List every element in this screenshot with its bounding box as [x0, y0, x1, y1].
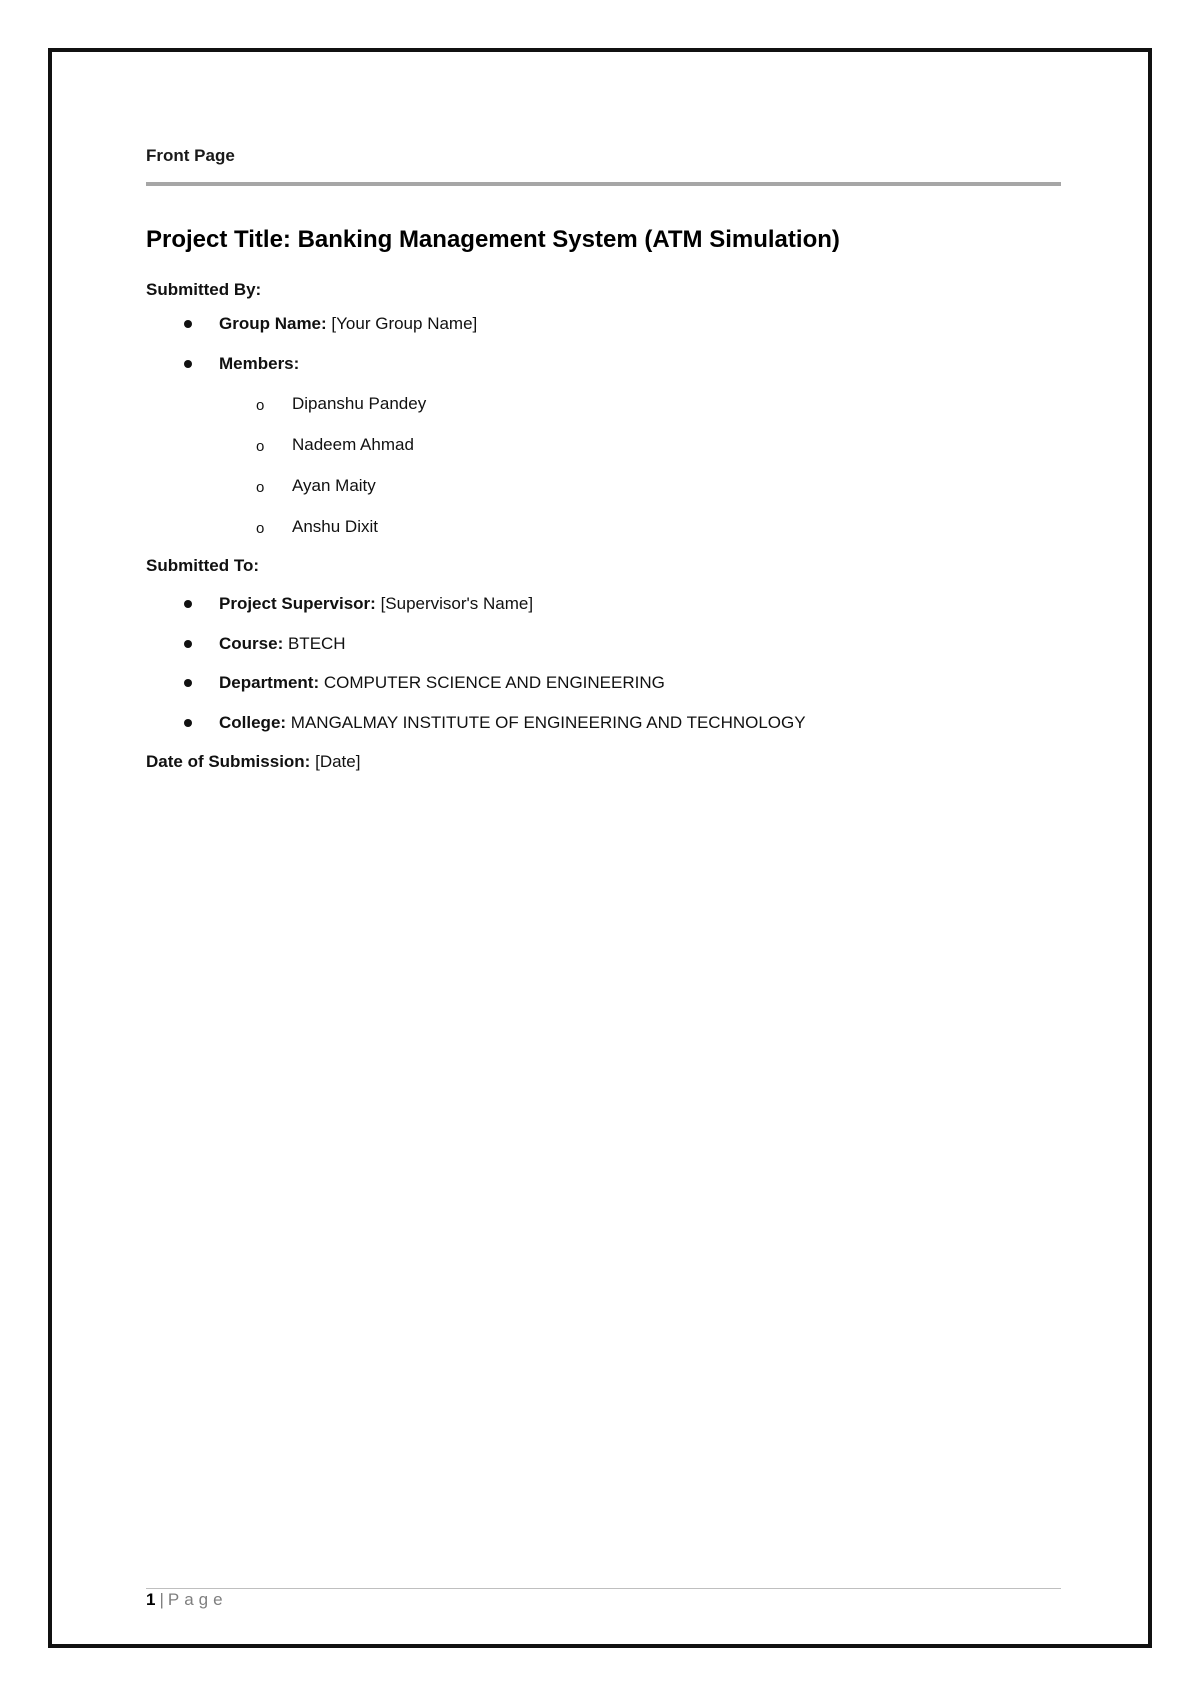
submitted-to-label: Submitted To:	[146, 556, 259, 575]
date-label: Date of Submission:	[146, 752, 311, 771]
group-name-row	[219, 314, 477, 334]
supervisor-label: Project Supervisor:	[219, 594, 376, 613]
course-label: Course:	[219, 634, 284, 653]
header-label: Front Page	[146, 146, 235, 165]
department-value: COMPUTER SCIENCE AND ENGINEERING	[323, 673, 665, 692]
member-item: Dipanshu Pandey	[292, 394, 427, 413]
page-footer	[146, 1590, 228, 1610]
member-item: Ayan Maity	[292, 476, 376, 495]
college-value: MANGALMAY INSTITUTE OF ENGINEERING AND TECHNOLOGY	[290, 713, 806, 732]
header-rule	[146, 182, 1061, 186]
sub-bullet-icon: o	[256, 479, 265, 496]
course-value: BTECH	[287, 634, 346, 653]
bullet-icon	[184, 640, 192, 648]
member-item: Nadeem Ahmad	[292, 435, 414, 454]
member-item: Anshu Dixit	[292, 517, 378, 536]
members-label: Members:	[219, 354, 300, 373]
page-word: Page	[167, 1590, 228, 1609]
bullet-icon	[184, 600, 192, 608]
submitted-by-label: Submitted By:	[146, 280, 262, 299]
college-row	[219, 713, 806, 733]
bullet-icon	[184, 719, 192, 727]
date-value: [Date]	[315, 752, 361, 771]
page-title: Project Title: Banking Management System (ATM Simulation)	[146, 226, 840, 253]
footer-rule	[146, 1588, 1061, 1589]
sub-bullet-icon: o	[256, 397, 265, 414]
group-name-label: Group Name:	[219, 314, 327, 333]
group-name-value: [Your Group Name]	[331, 314, 478, 333]
bullet-icon	[184, 320, 192, 328]
department-row	[219, 673, 665, 693]
course-row	[219, 634, 346, 654]
sub-bullet-icon: o	[256, 520, 265, 537]
sub-bullet-icon: o	[256, 438, 265, 455]
footer-separator: |	[159, 1590, 164, 1609]
date-row	[146, 752, 360, 772]
college-label: College:	[219, 713, 287, 732]
supervisor-row	[219, 594, 533, 614]
page-number: 1	[146, 1590, 156, 1609]
bullet-icon	[184, 679, 192, 687]
department-label: Department:	[219, 673, 320, 692]
bullet-icon	[184, 360, 192, 368]
supervisor-value: [Supervisor's Name]	[380, 594, 534, 613]
